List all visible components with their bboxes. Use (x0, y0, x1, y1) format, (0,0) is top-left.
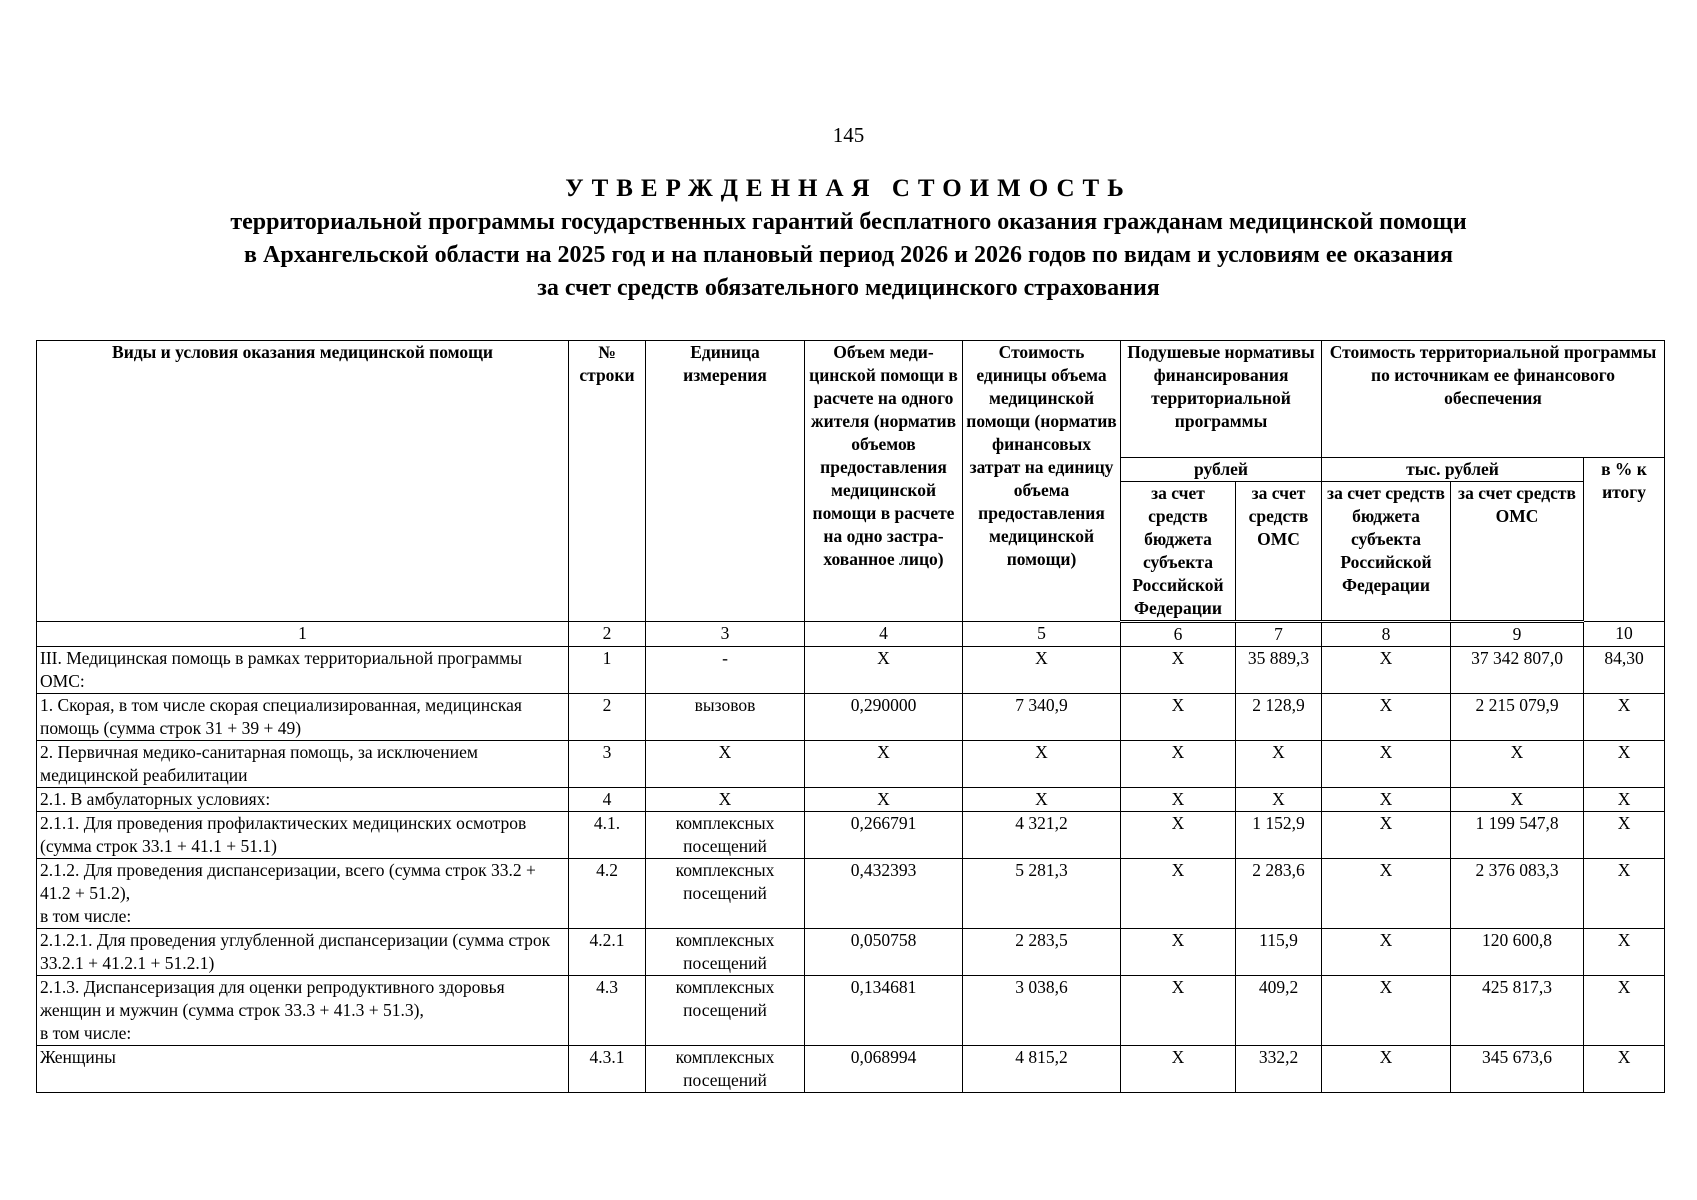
column-number: 9 (1451, 622, 1584, 647)
row-unit: вызовов (646, 694, 805, 741)
row-oms-thousand: 425 817,3 (1451, 976, 1584, 1046)
row-unit-cost: Х (963, 647, 1121, 694)
table-row (37, 1046, 1665, 1093)
column-number: 3 (646, 622, 805, 647)
row-unit: комплексных посещений (646, 812, 805, 859)
table-row (37, 929, 1665, 976)
row-budget-rub: Х (1121, 976, 1236, 1046)
cost-table (36, 340, 1665, 1093)
row-volume: 0,068994 (805, 1046, 963, 1093)
row-budget-thousand: Х (1322, 1046, 1451, 1093)
header-program-cost-group: Стоимость территориальной программы по источникам ее финансового обеспечения (1322, 341, 1665, 458)
row-line-number: 4 (569, 788, 646, 812)
row-name: 2.1.2. Для проведения диспансеризации, всего (сумма строк 33.2 + 41.2 + 51.2), в том числе: (37, 859, 569, 929)
row-line-number: 4.2 (569, 859, 646, 929)
row-oms-rub: 409,2 (1236, 976, 1322, 1046)
row-percent: Х (1584, 741, 1665, 788)
row-percent: Х (1584, 1046, 1665, 1093)
column-number: 4 (805, 622, 963, 647)
table-row (37, 741, 1665, 788)
row-unit: Х (646, 741, 805, 788)
row-unit: комплексных посещений (646, 929, 805, 976)
row-unit-cost: 5 281,3 (963, 859, 1121, 929)
row-percent: Х (1584, 859, 1665, 929)
row-unit: Х (646, 788, 805, 812)
row-unit: комплексных посещений (646, 976, 805, 1046)
row-oms-thousand: 2 215 079,9 (1451, 694, 1584, 741)
row-line-number: 3 (569, 741, 646, 788)
row-volume: 0,050758 (805, 929, 963, 976)
header-oms-thousand: за счет средств ОМС (1451, 482, 1584, 622)
table-row (37, 694, 1665, 741)
row-budget-rub: Х (1121, 1046, 1236, 1093)
row-budget-thousand: Х (1322, 976, 1451, 1046)
row-volume: 0,432393 (805, 859, 963, 929)
row-unit-cost: 7 340,9 (963, 694, 1121, 741)
table-body (37, 622, 1665, 1093)
row-oms-rub: 332,2 (1236, 1046, 1322, 1093)
row-line-number: 2 (569, 694, 646, 741)
row-name: 2. Первичная медико-санитарная помощь, за исключением медицинской реабилитации (37, 741, 569, 788)
column-number: 6 (1121, 622, 1236, 647)
row-volume: Х (805, 788, 963, 812)
header-kinds-and-conditions: Виды и условия оказания медицинской помощи (37, 341, 569, 622)
row-oms-rub: 2 128,9 (1236, 694, 1322, 741)
row-percent: Х (1584, 812, 1665, 859)
title-line-2: в Архангельской области на 2025 год и на плановый период 2026 и 2026 годов по видам и условиям ее оказания (244, 242, 1453, 268)
row-volume: 0,134681 (805, 976, 963, 1046)
row-budget-rub: Х (1121, 694, 1236, 741)
row-unit: комплексных посещений (646, 859, 805, 929)
title-main: УТВЕРЖДЕННАЯ СТОИМОСТЬ (565, 175, 1132, 202)
row-line-number: 4.3 (569, 976, 646, 1046)
row-oms-thousand: Х (1451, 741, 1584, 788)
row-name: 2.1.1. Для проведения профилактических медицинских осмотров (сумма строк 33.1 + 41.1 + 51.1) (37, 812, 569, 859)
row-name: 2.1.3. Диспансеризация для оценки репродуктивного здоровья женщин и мужчин (сумма строк 33.3 + 41.3 + 51.3), в том числе: (37, 976, 569, 1046)
column-number: 8 (1322, 622, 1451, 647)
header-per-capita-group: Подушевые нормативы финансирования территориальной программы (1121, 341, 1322, 458)
row-volume: 0,266791 (805, 812, 963, 859)
row-line-number: 4.1. (569, 812, 646, 859)
column-number: 5 (963, 622, 1121, 647)
table-row (37, 976, 1665, 1046)
header-budget-rub: за счет средств бюджета субъекта Российской Федерации (1121, 482, 1236, 622)
row-oms-rub: 35 889,3 (1236, 647, 1322, 694)
document-title (0, 172, 1697, 305)
row-oms-rub: Х (1236, 741, 1322, 788)
column-number: 2 (569, 622, 646, 647)
row-oms-rub: Х (1236, 788, 1322, 812)
title-line-3: за счет средств обязательного медицинского страхования (537, 275, 1160, 301)
row-name: 2.1.2.1. Для проведения углубленной диспансеризации (сумма строк 33.2.1 + 41.2.1 + 51.2.1) (37, 929, 569, 976)
header-budget-thousand: за счет средств бюджета субъекта Российской Федерации (1322, 482, 1451, 622)
table-row (37, 859, 1665, 929)
header-volume: Объем меди-цинской помощи в расчете на одного жителя (норматив объемов предоставления медицинской помощи в расчете на одно застра-хованное лицо) (805, 341, 963, 622)
row-budget-thousand: Х (1322, 788, 1451, 812)
row-unit-cost: 4 321,2 (963, 812, 1121, 859)
row-budget-rub: Х (1121, 647, 1236, 694)
row-budget-thousand: Х (1322, 929, 1451, 976)
row-percent: Х (1584, 976, 1665, 1046)
row-budget-thousand: Х (1322, 694, 1451, 741)
row-oms-thousand: 1 199 547,8 (1451, 812, 1584, 859)
row-percent: Х (1584, 929, 1665, 976)
table-row (37, 812, 1665, 859)
header-line-number: № строки (569, 341, 646, 622)
row-name: 1. Скорая, в том числе скорая специализированная, медицинская помощь (сумма строк 31 + 39 + 49) (37, 694, 569, 741)
header-unit-rub: рублей (1121, 458, 1322, 482)
table-row (37, 788, 1665, 812)
row-volume: Х (805, 647, 963, 694)
row-unit: - (646, 647, 805, 694)
row-oms-rub: 115,9 (1236, 929, 1322, 976)
row-budget-thousand: Х (1322, 859, 1451, 929)
row-oms-thousand: 120 600,8 (1451, 929, 1584, 976)
row-budget-thousand: Х (1322, 647, 1451, 694)
header-unit: Единица измерения (646, 341, 805, 622)
header-unit-cost: Стоимость единицы объема медицинской помощи (норматив финансовых затрат на единицу объема предоставления медицинской помощи) (963, 341, 1121, 622)
column-number: 10 (1584, 622, 1665, 647)
row-line-number: 4.3.1 (569, 1046, 646, 1093)
row-oms-thousand: 37 342 807,0 (1451, 647, 1584, 694)
row-oms-thousand: 2 376 083,3 (1451, 859, 1584, 929)
row-oms-rub: 2 283,6 (1236, 859, 1322, 929)
row-unit-cost: 4 815,2 (963, 1046, 1121, 1093)
row-name: 2.1. В амбулаторных условиях: (37, 788, 569, 812)
row-unit-cost: 3 038,6 (963, 976, 1121, 1046)
row-budget-rub: Х (1121, 812, 1236, 859)
row-name: III. Медицинская помощь в рамках территориальной программы ОМС: (37, 647, 569, 694)
column-number: 7 (1236, 622, 1322, 647)
column-number-row (37, 622, 1665, 647)
row-volume: Х (805, 741, 963, 788)
row-line-number: 4.2.1 (569, 929, 646, 976)
row-budget-rub: Х (1121, 929, 1236, 976)
row-unit: комплексных посещений (646, 1046, 805, 1093)
row-oms-thousand: 345 673,6 (1451, 1046, 1584, 1093)
row-percent: 84,30 (1584, 647, 1665, 694)
row-budget-rub: Х (1121, 741, 1236, 788)
title-line-1: территориальной программы государственных гарантий бесплатного оказания гражданам медицинской помощи (230, 209, 1467, 235)
row-unit-cost: Х (963, 741, 1121, 788)
row-percent: Х (1584, 694, 1665, 741)
header-oms-rub: за счет средств ОМС (1236, 482, 1322, 622)
table-row (37, 647, 1665, 694)
row-volume: 0,290000 (805, 694, 963, 741)
header-unit-thousand-rub: тыс. рублей (1322, 458, 1584, 482)
page-number: 145 (832, 123, 865, 147)
row-unit-cost: 2 283,5 (963, 929, 1121, 976)
row-unit-cost: Х (963, 788, 1121, 812)
row-percent: Х (1584, 788, 1665, 812)
row-budget-thousand: Х (1322, 812, 1451, 859)
row-line-number: 1 (569, 647, 646, 694)
column-number: 1 (37, 622, 569, 647)
row-oms-thousand: Х (1451, 788, 1584, 812)
row-name: Женщины (37, 1046, 569, 1093)
row-budget-thousand: Х (1322, 741, 1451, 788)
header-percent: в % к итогу (1584, 458, 1665, 622)
row-budget-rub: Х (1121, 788, 1236, 812)
row-oms-rub: 1 152,9 (1236, 812, 1322, 859)
row-budget-rub: Х (1121, 859, 1236, 929)
